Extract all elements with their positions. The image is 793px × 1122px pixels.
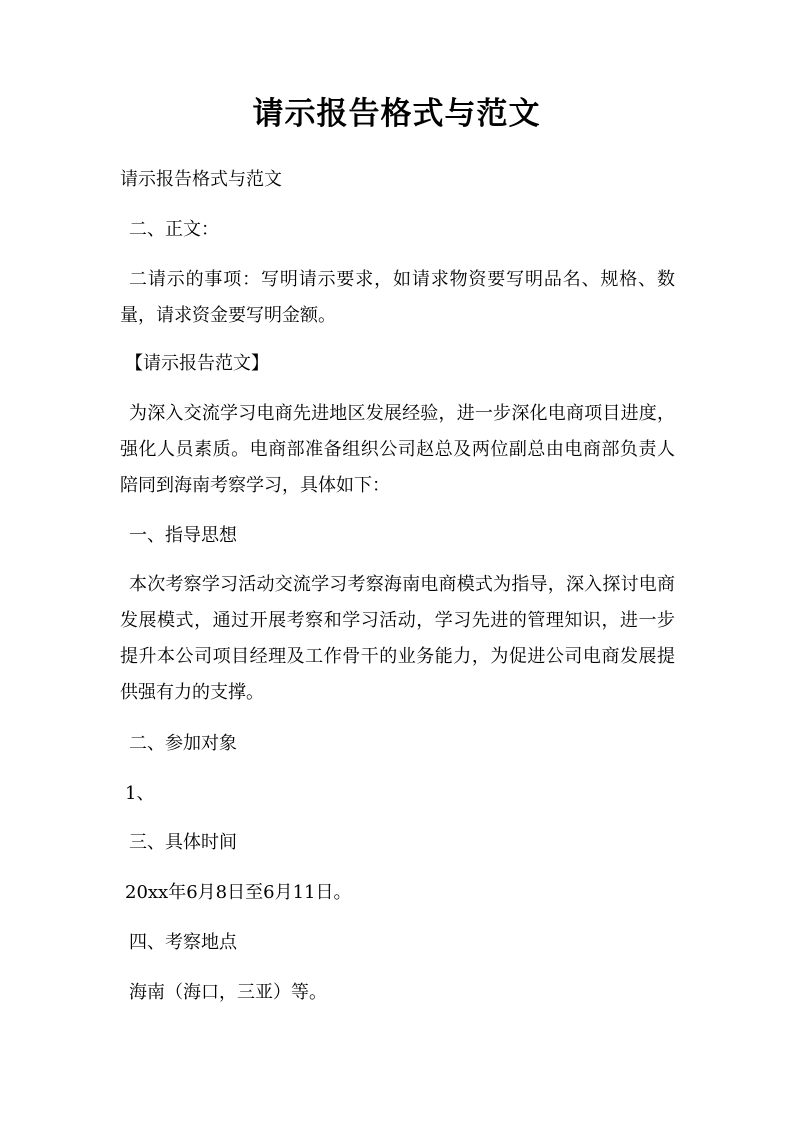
section-heading-time: 三、具体时间: [129, 832, 237, 853]
participants-list-item: 1、: [125, 783, 155, 804]
time-paragraph: 20xx年6月8日至6月11日。: [125, 882, 352, 903]
section-heading-guiding-idea: 一、指导思想: [129, 525, 237, 546]
sample-heading: 【请示报告范文】: [125, 353, 269, 374]
document-title: 请示报告格式与范文: [252, 96, 541, 132]
body-paragraph-request-items: 二请示的事项：写明请示要求，如请求物资要写明品名、规格、数量，请求资金要写明金额。: [120, 269, 675, 326]
section-heading-body: 二、正文：: [129, 219, 219, 240]
body-paragraph-guiding-idea: 本次考察学习活动交流学习考察海南电商模式为指导，深入探讨电商发展模式，通过开展考察和学习活动，学习先进的管理知识，进一步提升本公司项目经理及工作骨干的业务能力，为促进公司电商发展提供强有力的支撑。: [120, 574, 675, 703]
subtitle-paragraph: 请示报告格式与范文: [120, 169, 282, 190]
section-heading-participants: 二、参加对象: [129, 733, 237, 754]
location-paragraph: 海南（海口，三亚）等。: [129, 982, 327, 1003]
body-paragraph-intro: 为深入交流学习电商先进地区发展经验，进一步深化电商项目进度，强化人员素质。电商部准备组织公司赵总及两位副总由电商部负责人陪同到海南考察学习，具体如下：: [120, 403, 675, 496]
section-heading-location: 四、考察地点: [129, 932, 237, 953]
